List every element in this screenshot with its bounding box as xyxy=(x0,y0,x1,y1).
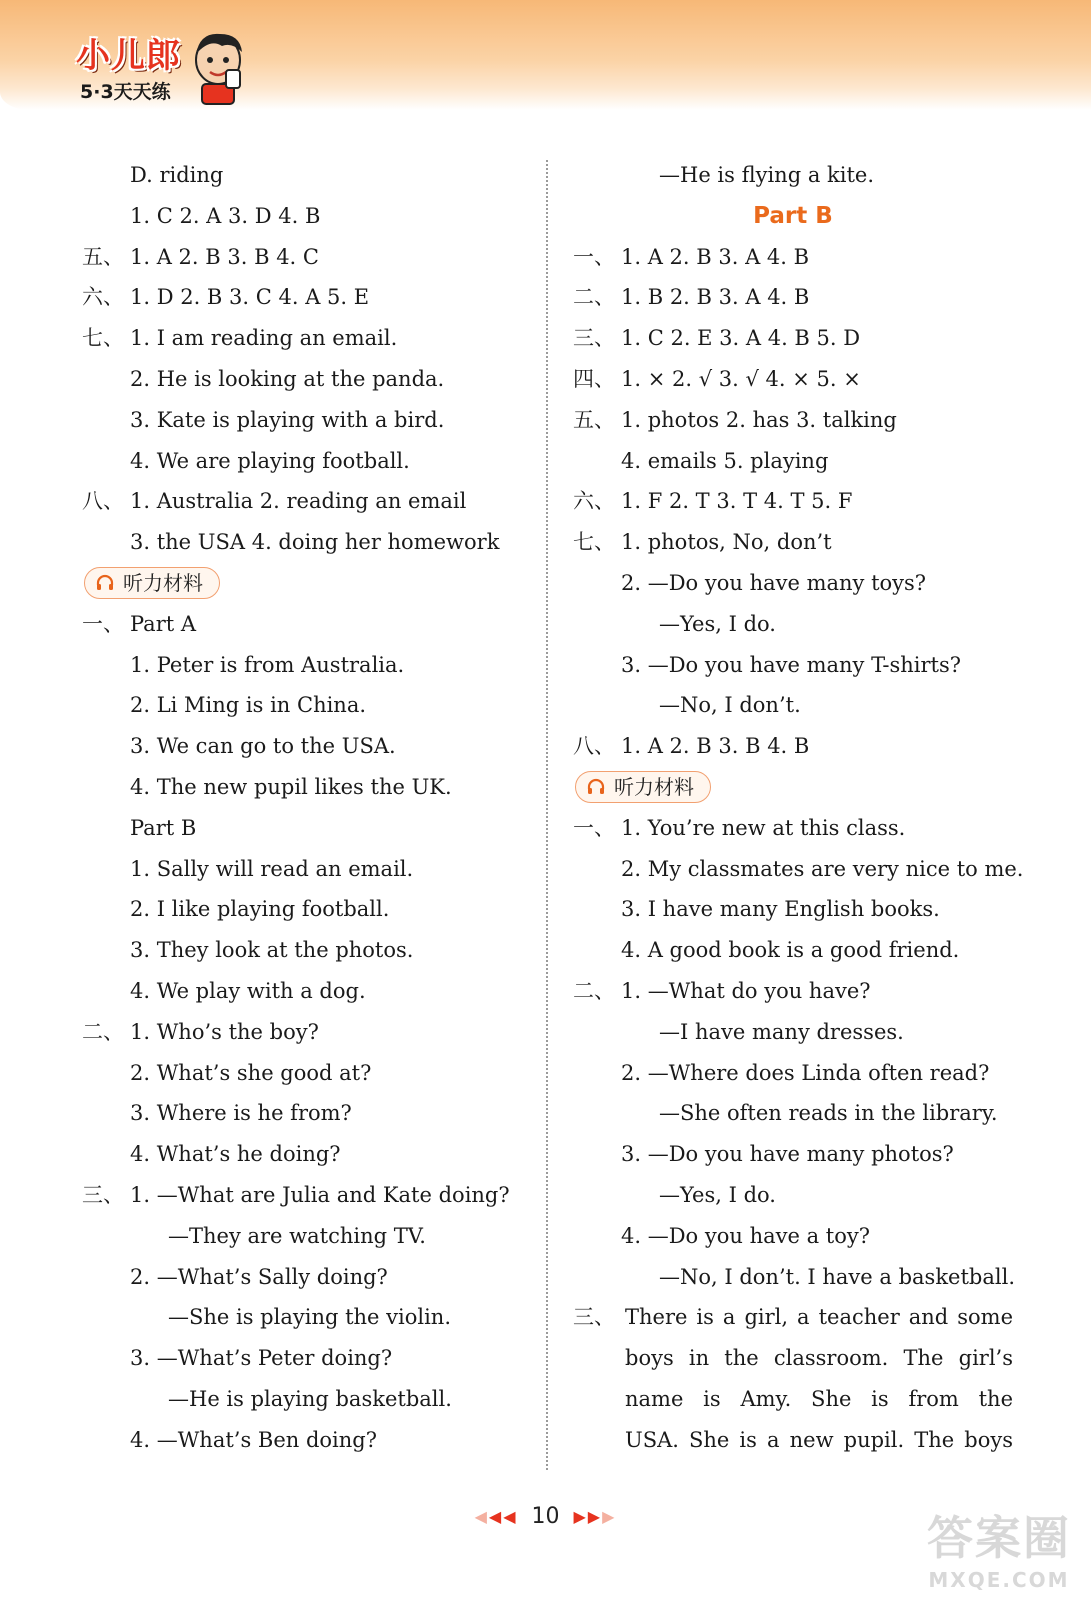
answer-text: 4. —Do you have a toy? xyxy=(621,1223,870,1248)
answer-line xyxy=(82,645,522,686)
answer-text: 3. Where is he from? xyxy=(130,1101,352,1126)
section-row xyxy=(82,604,522,645)
section-number: 一、 xyxy=(573,815,615,840)
answer-line xyxy=(82,359,522,400)
answer-line xyxy=(573,849,1024,890)
section-number: 六、 xyxy=(82,285,124,310)
section-row xyxy=(573,237,1013,278)
answer-line xyxy=(82,441,522,482)
answer-text: 1. C 2. E 3. A 4. B 5. D xyxy=(621,326,861,351)
answer-text: 1. Australia 2. reading an email xyxy=(130,489,467,514)
section-number: 六、 xyxy=(573,489,615,514)
answer-line xyxy=(573,1379,1013,1420)
answer-line xyxy=(573,563,1013,604)
section-number: 七、 xyxy=(82,326,124,351)
section-number: 四、 xyxy=(573,366,615,391)
watermark-title: 答案圈 xyxy=(927,1511,1071,1565)
answer-text: 3. —What’s Peter doing? xyxy=(130,1346,393,1371)
section-number: 三、 xyxy=(82,1182,124,1207)
prev-arrows-icon: ◀◀◀ xyxy=(474,1506,518,1526)
section-row xyxy=(573,400,1013,441)
answer-text: 3. I have many English books. xyxy=(621,897,940,922)
section-number: 五、 xyxy=(573,407,615,432)
answer-line xyxy=(573,645,1013,686)
section-row xyxy=(82,481,522,522)
answer-line xyxy=(82,971,522,1012)
answer-line xyxy=(82,155,522,196)
answer-line xyxy=(573,604,1013,645)
right-column xyxy=(573,155,1024,1461)
section-number: 八、 xyxy=(82,489,124,514)
answer-line xyxy=(573,1093,1013,1134)
answer-line xyxy=(82,930,522,971)
answer-text: 3. the USA 4. doing her homework xyxy=(130,530,500,555)
answer-text: 2. He is looking at the panda. xyxy=(130,366,445,391)
answer-line xyxy=(82,1134,522,1175)
next-arrows-icon: ▶▶▶ xyxy=(573,1506,617,1526)
answer-text: 2. My classmates are very nice to me. xyxy=(621,856,1024,881)
header-banner xyxy=(0,0,1091,110)
answer-text: 1. —What do you have? xyxy=(621,978,871,1003)
answer-text: 1. You’re new at this class. xyxy=(621,815,906,840)
answer-text: 1. A 2. B 3. B 4. B xyxy=(621,734,810,759)
section-row xyxy=(82,237,522,278)
section-row xyxy=(82,318,522,359)
section-row xyxy=(573,726,1013,767)
answer-line xyxy=(82,849,522,890)
answer-line xyxy=(82,889,522,930)
section-row xyxy=(573,522,1013,563)
answer-line xyxy=(573,441,1013,482)
answer-text: —They are watching TV. xyxy=(168,1223,426,1248)
mascot-icon xyxy=(188,30,248,106)
section-number: 二、 xyxy=(82,1019,124,1044)
answer-text: There is a girl, a teacher and some xyxy=(625,1305,1013,1330)
answer-text: D. riding xyxy=(130,163,224,187)
answer-text: 4. —What’s Ben doing? xyxy=(130,1427,377,1452)
answer-text: 1. Sally will read an email. xyxy=(130,856,414,881)
answer-line xyxy=(573,1420,1013,1461)
section-number: 二、 xyxy=(573,285,615,310)
answer-text: 1. Who’s the boy? xyxy=(130,1019,319,1044)
section-row xyxy=(82,1175,522,1216)
answer-text: 3. Kate is playing with a bird. xyxy=(130,407,445,432)
brand-subtitle: 5·3天天练 xyxy=(80,81,171,103)
answer-line xyxy=(82,726,522,767)
answer-text: 2. Li Ming is in China. xyxy=(130,693,367,718)
answer-text: —No, I don’t. xyxy=(659,693,801,718)
answer-line xyxy=(82,808,522,849)
answer-line xyxy=(82,1053,522,1094)
answer-line xyxy=(82,685,522,726)
answer-text: 1. C 2. A 3. D 4. B xyxy=(130,203,321,228)
answer-text: 1. D 2. B 3. C 4. A 5. E xyxy=(130,285,370,310)
answer-line xyxy=(82,1338,522,1379)
answer-line xyxy=(82,1297,522,1338)
answer-text: 1. A 2. B 3. B 4. C xyxy=(130,244,319,269)
answer-line xyxy=(573,1216,1013,1257)
section-number: 三、 xyxy=(573,326,615,351)
section-row xyxy=(573,277,1013,318)
answer-line xyxy=(573,1175,1013,1216)
answer-text: 1. A 2. B 3. A 4. B xyxy=(621,244,810,269)
answer-text: 1. I am reading an email. xyxy=(130,326,398,351)
answer-text: —She often reads in the library. xyxy=(659,1101,998,1126)
answer-line xyxy=(82,1216,522,1257)
answer-text: USA. She is a new pupil. The boys xyxy=(625,1427,1013,1452)
answer-text: 3. We can go to the USA. xyxy=(130,734,396,759)
answer-text: 1. B 2. B 3. A 4. B xyxy=(621,285,810,310)
listening-tag-badge xyxy=(575,771,711,803)
answer-text: 4. emails 5. playing xyxy=(621,448,829,473)
answer-line xyxy=(573,889,1013,930)
answer-text: —He is playing basketball. xyxy=(168,1386,452,1411)
left-column xyxy=(82,155,522,1461)
answer-text: —He is flying a kite. xyxy=(659,163,874,187)
listening-tag-label: 听力材料 xyxy=(614,774,694,799)
listening-tag-badge xyxy=(84,567,220,599)
section-row xyxy=(573,808,1013,849)
answer-line xyxy=(573,1053,1013,1094)
watermark-url: MXQE.COM xyxy=(928,1568,1070,1592)
section-number: 一、 xyxy=(82,611,124,636)
answer-line xyxy=(573,1338,1013,1379)
answer-line xyxy=(82,1093,522,1134)
answer-text: 2. —Where does Linda often read? xyxy=(621,1060,990,1085)
answer-text: —No, I don’t. I have a basketball. xyxy=(659,1264,1015,1289)
answer-line xyxy=(573,1134,1013,1175)
part-heading-text: Part B xyxy=(753,202,833,229)
answer-text: 1. F 2. T 3. T 4. T 5. F xyxy=(621,489,853,514)
answer-text: 2. —What’s Sally doing? xyxy=(130,1264,388,1289)
answer-text: 4. What’s he doing? xyxy=(130,1142,341,1167)
answer-line xyxy=(573,1257,1013,1298)
answer-line xyxy=(82,1379,522,1420)
answer-text: —Yes, I do. xyxy=(659,1182,776,1207)
answer-text: 1. × 2. √ 3. √ 4. × 5. × xyxy=(621,366,861,391)
answer-text: 2. What’s she good at? xyxy=(130,1060,372,1085)
section-row xyxy=(82,1012,522,1053)
answer-text: 4. A good book is a good friend. xyxy=(621,938,960,963)
answer-text: —She is playing the violin. xyxy=(168,1305,452,1330)
answer-text: 3. —Do you have many T-shirts? xyxy=(621,652,962,677)
part-heading xyxy=(573,196,1013,237)
answer-line xyxy=(82,522,522,563)
section-row xyxy=(573,359,1013,400)
column-divider xyxy=(546,160,548,1470)
section-row xyxy=(573,318,1013,359)
answer-text: 1. —What are Julia and Kate doing? xyxy=(130,1182,510,1207)
answer-line xyxy=(573,1012,1013,1053)
answer-text: 1. photos, No, don’t xyxy=(621,530,832,555)
answer-line xyxy=(82,196,522,237)
answer-text: name is Amy. She is from the xyxy=(625,1386,1013,1411)
answer-text: 1. Peter is from Australia. xyxy=(130,652,405,677)
listening-material-tag xyxy=(82,563,522,604)
headphones-icon xyxy=(586,777,606,797)
answer-text: 4. The new pupil likes the UK. xyxy=(130,774,452,799)
answer-line xyxy=(573,685,1013,726)
answer-text: 3. —Do you have many photos? xyxy=(621,1142,954,1167)
answer-text: Part B xyxy=(130,815,197,840)
listening-material-tag xyxy=(573,767,1013,808)
answer-text: —I have many dresses. xyxy=(659,1019,904,1044)
headphones-icon xyxy=(95,573,115,593)
section-row xyxy=(82,277,522,318)
answer-text: Part A xyxy=(130,611,197,636)
answer-text: —Yes, I do. xyxy=(659,611,776,636)
section-number: 八、 xyxy=(573,734,615,759)
answer-text: 4. We are playing football. xyxy=(130,448,410,473)
section-row xyxy=(573,971,1013,1012)
answer-line xyxy=(573,155,1013,196)
listening-tag-label: 听力材料 xyxy=(123,570,203,595)
answer-text: 4. We play with a dog. xyxy=(130,978,366,1003)
section-row xyxy=(573,481,1013,522)
answer-line xyxy=(82,767,522,808)
answer-text: 1. photos 2. has 3. talking xyxy=(621,407,897,432)
answer-text: boys in the classroom. The girl’s xyxy=(625,1346,1013,1371)
answer-line xyxy=(82,1420,522,1461)
section-number: 一、 xyxy=(573,244,615,269)
answer-text: 2. —Do you have many toys? xyxy=(621,570,927,595)
answer-text: 3. They look at the photos. xyxy=(130,938,414,963)
section-number: 七、 xyxy=(573,530,615,555)
answer-text: 2. I like playing football. xyxy=(130,897,390,922)
section-row xyxy=(573,1297,1013,1338)
watermark xyxy=(927,1502,1071,1592)
section-number: 五、 xyxy=(82,244,124,269)
answer-line xyxy=(82,1257,522,1298)
section-number: 三、 xyxy=(573,1305,615,1330)
answer-line xyxy=(82,400,522,441)
page-number: 10 xyxy=(531,1503,560,1529)
section-number: 二、 xyxy=(573,978,615,1003)
brand-logo: 小儿郎 xyxy=(76,36,181,76)
answer-line xyxy=(573,930,1013,971)
